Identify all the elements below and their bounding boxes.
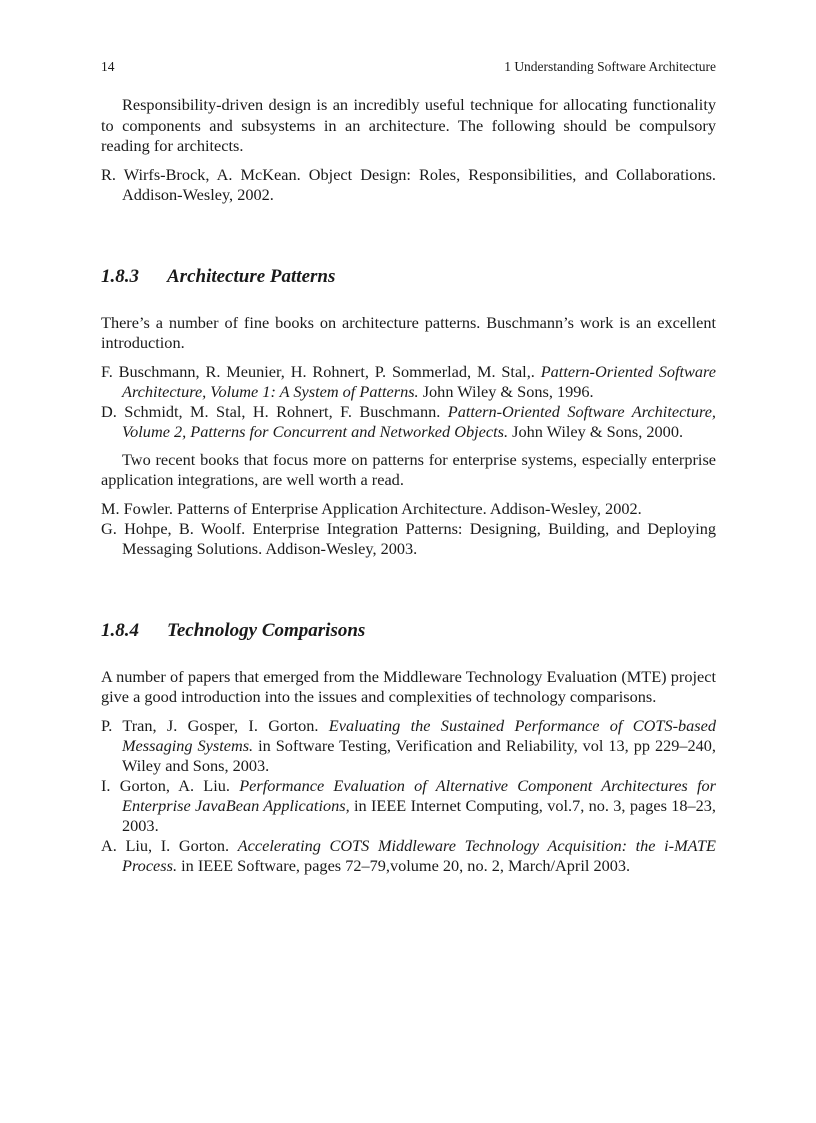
section-heading-architecture-patterns	[101, 265, 716, 289]
reference-item: A. Liu, I. Gorton. Accelerating COTS Middleware Technology Acquisition: the i-MATE Process. in IEEE Software, pages 72–79,volume 20, no. 2, March/April 2003.	[101, 835, 717, 875]
patterns-paragraph: There’s a number of fine books on architecture patterns. Buschmann’s work is an excellent introduction.	[101, 312, 716, 352]
content	[101, 95, 716, 876]
reference-item: M. Fowler. Patterns of Enterprise Application Architecture. Addison-Wesley, 2002.	[101, 498, 642, 518]
patterns-paragraph-2: Two recent books that focus more on patterns for enterprise systems, especially enterprise application integrations, are well worth a read.	[101, 449, 716, 489]
section-title-text: Technology Comparisons	[167, 619, 366, 641]
intro-paragraph: Responsibility-driven design is an incredibly useful technique for allocating functionality to components and subsystems in an architecture. The following should be compulsory reading for architects.	[101, 95, 716, 155]
tech-paragraph: A number of papers that emerged from the Middleware Technology Evaluation (MTE) project give a good introduction into the issues and complexities of technology comparisons.	[101, 666, 716, 706]
reference-item: F. Buschmann, R. Meunier, H. Rohnert, P. Sommerlad, M. Stal,. Pattern-Oriented Software Architecture, Volume 1: A System of Patterns. John Wiley & Sons, 1996.	[101, 361, 716, 401]
tech-reference-list	[101, 716, 716, 876]
section-title-text: Architecture Patterns	[167, 265, 336, 287]
reference-item: G. Hohpe, B. Woolf. Enterprise Integration Patterns: Designing, Building, and Deploying Messaging Solutions. Addison-Wesley, 2003.	[101, 518, 716, 558]
section-heading-technology-comparisons	[101, 619, 716, 643]
chapter-title: 1 Understanding Software Architecture	[504, 59, 716, 74]
reference-item: P. Tran, J. Gosper, I. Gorton. Evaluating the Sustained Performance of COTS-based Messaging Systems. in Software Testing, Verification and Reliability, vol 13, pp 229–240, Wiley and Sons, 2003.	[101, 715, 717, 775]
intro-reference-list	[101, 165, 716, 205]
reference-item: R. Wirfs-Brock, A. McKean. Object Design: Roles, Responsibilities, and Collaborations. Addison-Wesley, 2002.	[101, 164, 716, 204]
reference-item: D. Schmidt, M. Stal, H. Rohnert, F. Buschmann. Pattern-Oriented Software Architecture, Volume 2, Patterns for Concurrent and Networked Objects. John Wiley & Sons, 2000.	[101, 401, 716, 441]
section-number: 1.8.4	[101, 619, 139, 641]
section-number: 1.8.3	[101, 265, 139, 287]
patterns-reference-list	[101, 362, 716, 442]
running-head	[101, 58, 716, 76]
patterns-reference-list-2	[101, 499, 716, 559]
reference-item: I. Gorton, A. Liu. Performance Evaluation of Alternative Component Architectures for Enterprise JavaBean Applications, in IEEE Internet Computing, vol.7, no. 3, pages 18–23, 2003.	[101, 775, 717, 835]
page-number: 14	[101, 59, 115, 74]
